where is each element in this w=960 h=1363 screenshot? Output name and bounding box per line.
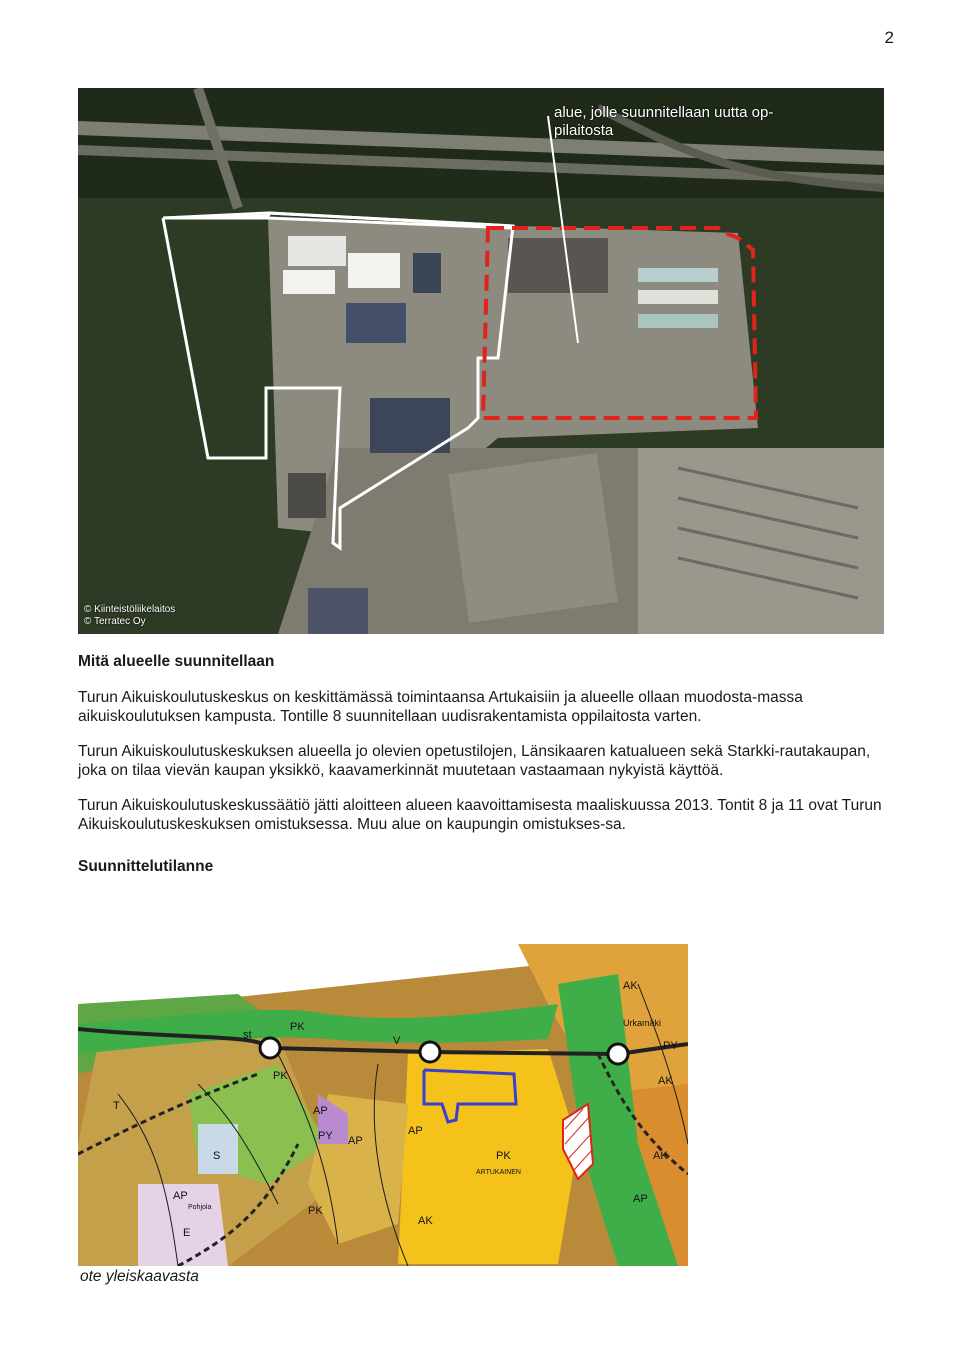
map-label: st <box>243 1029 252 1041</box>
map-caption: ote yleiskaavasta <box>80 1268 199 1285</box>
map-label: S <box>213 1150 221 1162</box>
aerial-copyright: © Kiinteistöliikelaitos © Terratec Oy <box>84 604 176 627</box>
map-label: ARTUKAINEN <box>476 1169 521 1176</box>
map-label: AK <box>658 1075 673 1087</box>
map-label: PK <box>290 1021 305 1033</box>
map-label: T <box>113 1100 120 1112</box>
master-plan-drawing <box>78 944 688 1266</box>
page-number: 2 <box>884 28 894 47</box>
map-label: V <box>393 1035 401 1047</box>
map-label: AP <box>408 1125 423 1137</box>
aerial-callout: alue, jolle suunnitellaan uutta op- pilaitosta <box>554 104 774 139</box>
map-label: PY <box>318 1130 333 1142</box>
section-what-planned <box>78 652 888 876</box>
map-label: PK <box>273 1070 288 1082</box>
map-label: Pohjola <box>188 1204 212 1211</box>
map-label: E <box>183 1227 191 1239</box>
section-heading: Mitä alueelle suunnitellaan <box>78 653 275 670</box>
paragraph-2: Turun Aikuiskoulutuskeskuksen alueella jo olevien opetustilojen, Länsikaaren katualueen sekä Starkki-rautakaupan, joka on tilaa vievän kaupan yksikkö, kaavamerkinnät muutetaan vastaamaan nykyistä käyttöä. <box>78 743 871 779</box>
map-label: Urkamäki <box>623 1018 662 1028</box>
master-plan-map <box>78 944 688 1266</box>
map-label: AK <box>653 1150 668 1162</box>
map-label: AP <box>633 1193 648 1205</box>
aerial-photo <box>78 88 884 634</box>
map-label: PK <box>308 1205 323 1217</box>
map-label: PY <box>663 1040 678 1052</box>
paragraph-1: Turun Aikuiskoulutuskeskus on keskittämässä toimintaansa Artukaisiin ja alueelle ollaan muodosta-massa aikuiskoulutuksen kampusta. Tontille 8 suunnitellaan uudisrakentamista oppilaitosta varten. <box>78 689 803 725</box>
map-label: PK <box>496 1150 511 1162</box>
aerial-photo-drawing <box>78 88 884 634</box>
map-label: AP <box>313 1105 328 1117</box>
map-label: AK <box>623 980 638 992</box>
map-label: AP <box>173 1190 188 1202</box>
map-label: AK <box>418 1215 433 1227</box>
section-heading-planning: Suunnittelutilanne <box>78 858 214 875</box>
map-label: AP <box>348 1135 363 1147</box>
paragraph-3: Turun Aikuiskoulutuskeskussäätiö jätti aloitteen alueen kaavoittamisesta maaliskuussa 2013. Tontit 8 ja 11 ovat Turun Aikuiskoulutuskeskuksen omistuksessa. Muu alue on kaupungin omistukses-sa. <box>78 797 882 833</box>
